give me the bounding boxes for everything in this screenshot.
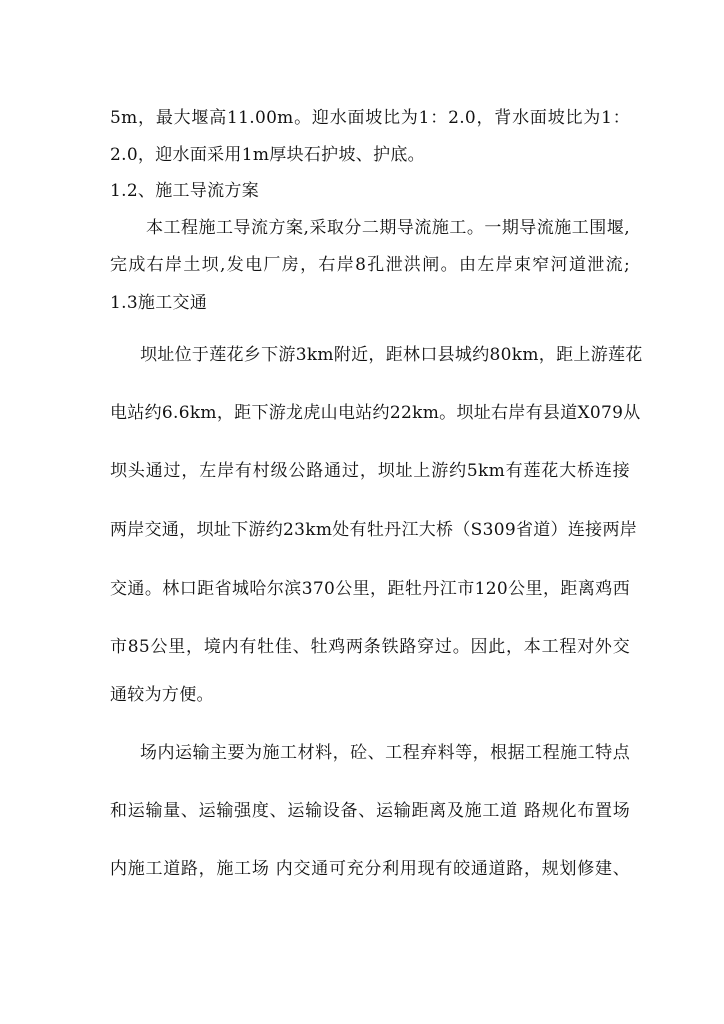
body-text-line: 和运输量、运输强度、运输设备、运输距离及施工道 路规化布置场	[110, 801, 630, 821]
section-heading: 1.2、施工导流方案	[110, 181, 260, 201]
body-text-line: 两岸交通，坝址下游约23km处有牡丹江大桥（S309省道）连接两岸	[110, 520, 638, 540]
paragraph-first-line: 本工程施工导流方案,采取分二期导流施工。一期导流施工围堰,	[146, 218, 630, 238]
section-heading: 1.3施工交通	[110, 293, 208, 313]
body-text-line: 2.0，迎水面采用1m厚块石护坡、护底。	[110, 145, 425, 165]
body-text-line: 完成右岸土坝,发电厂房，右岸8孔泄洪闸。由左岸束窄河道泄流;	[110, 255, 630, 275]
body-text-line: 市85公里，境内有牡佳、牡鸡两条铁路穿过。因此，本工程对外交	[110, 637, 630, 657]
body-text-line: 内施工道路，施工场 内交通可充分利用现有皎通道路，规划修建、	[110, 859, 630, 879]
body-text-line: 通较为方便。	[110, 685, 214, 705]
body-text-line: 5m，最大堰高11.00m。迎水面坡比为1：2.0，背水面坡比为1：	[110, 108, 630, 128]
paragraph-first-line: 场内运输主要为施工材料，砼、工程弃料等，根据工程施工特点	[140, 743, 630, 763]
body-text-line: 电站约6.6km，距下游龙虎山电站约22km。坝址右岸有县道X079从	[110, 403, 641, 423]
paragraph-first-line: 坝址位于莲花乡下游3km附近，距林口县城约80km，距上游莲花	[140, 345, 643, 365]
body-text-line: 坝头通过，左岸有村级公路通过，坝址上游约5km有莲花大桥连接	[110, 461, 630, 481]
body-text-line: 交通。林口距省城哈尔滨370公里，距牡丹江市120公里，距离鸡西	[110, 579, 630, 599]
